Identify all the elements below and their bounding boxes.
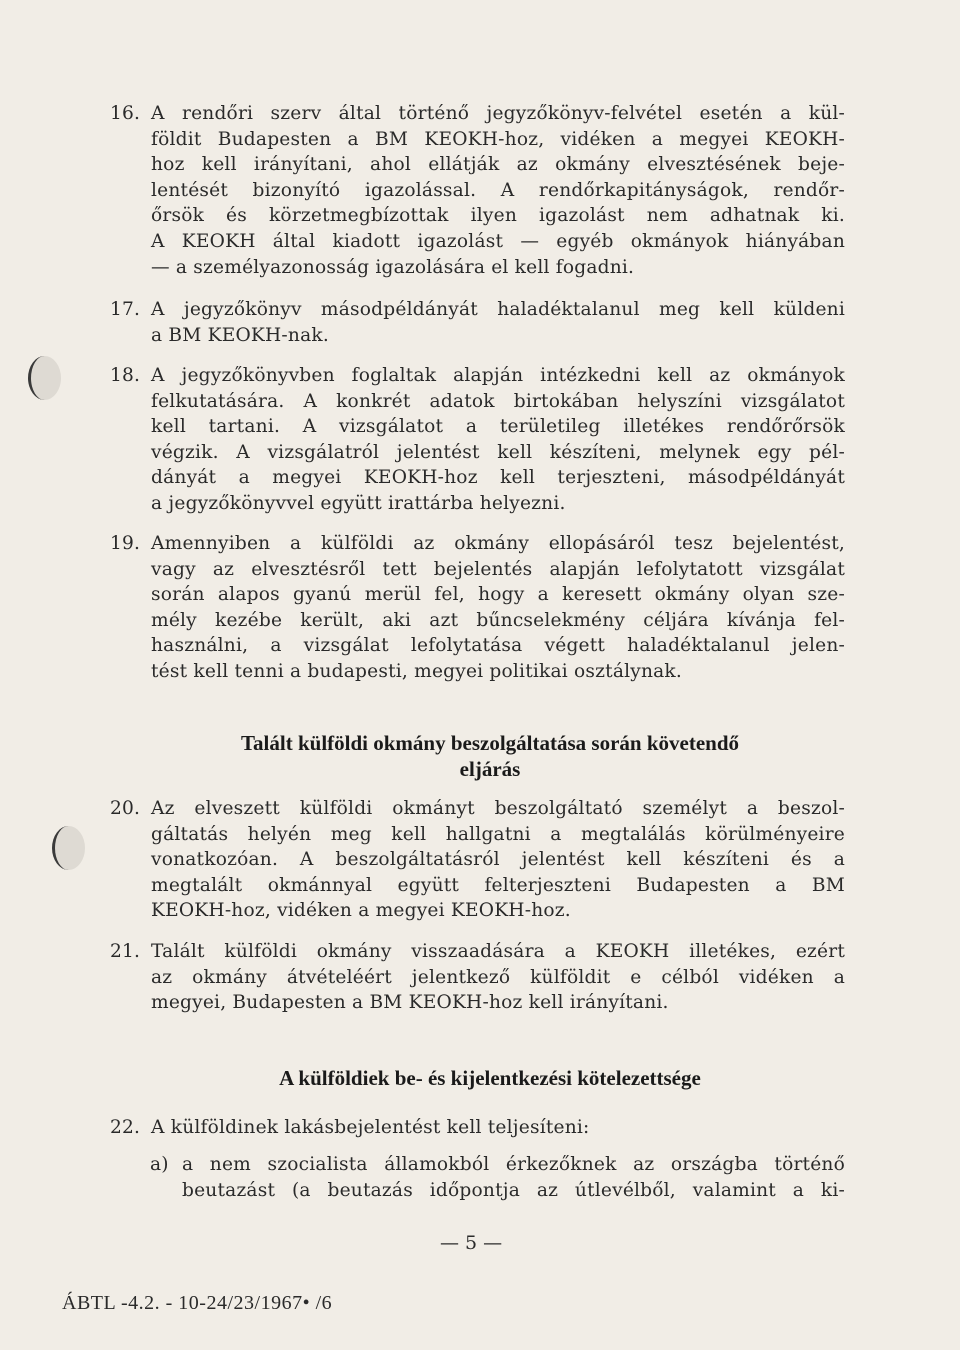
text-line: A külföldinek lakásbejelentést kell teljesíteni: (151, 1117, 590, 1138)
paragraph-number: 16. (110, 103, 141, 124)
paragraph-number: 22. (110, 1117, 141, 1138)
heading-line: Talált külföldi okmány beszolgáltatása során követendő (240, 731, 740, 755)
text-line: gáltatás helyén meg kell hallgatni a megtalálás körülményeire (151, 823, 845, 845)
text-line: Amennyiben a külföldi az okmány ellopásáról tesz bejelentést, (151, 533, 845, 554)
text-line: A KEOKH által kiadott igazolást — egyéb okmányok hiányában (151, 230, 845, 252)
paragraph-number: 20. (110, 798, 141, 819)
text-line: az okmány átvételéért jelentkező külföldit e célból vidéken a (151, 966, 845, 988)
paragraph-19 (110, 531, 845, 685)
section-heading (110, 730, 870, 782)
text-line: felkutatására. A konkrét adatok birtokában helyszíni vizsgálatot (151, 390, 845, 412)
section-heading (110, 1065, 870, 1091)
paragraph-22 (110, 1115, 845, 1141)
paragraph-number: 17. (110, 299, 141, 320)
text-line: A rendőri szerv által történő jegyzőkönyv-felvétel esetén a kül- (151, 103, 845, 124)
text-line: hoz kell irányítani, ahol ellátják az okmány elvesztésének beje- (151, 154, 845, 176)
paragraph-number: 19. (110, 533, 141, 554)
heading-line: eljárás (459, 757, 521, 781)
text-line: beutazást (a beutazás időpontja az útlevélből, valamint a ki- (182, 1179, 845, 1201)
paragraph-number: 21. (110, 941, 141, 962)
text-line: Talált külföldi okmány visszaadására a KEOKH illetékes, ezért (151, 941, 845, 962)
text-line: — a személyazonosság igazolására el kell fogadni. (151, 256, 635, 278)
archive-reference: ÁBTL -4.2. - 10-24/23/1967• /6 (62, 1292, 333, 1314)
text-line: lentését bizonyító igazolással. A rendőrkapitányságok, rendőr- (151, 179, 845, 201)
text-line: KEOKH-hoz, vidéken a megyei KEOKH-hoz. (151, 900, 571, 922)
text-line: tést kell tenni a budapesti, megyei politikai osztálynak. (151, 660, 683, 682)
text-line: megyei, Budapesten a BM KEOKH-hoz kell irányítani. (151, 992, 669, 1014)
text-line: végzik. A vizsgálatról jelentést kell készíteni, melynek egy pél- (151, 441, 845, 463)
text-line: a nem szocialista államokból érkezőknek az országba történő (182, 1154, 845, 1175)
punch-hole (52, 826, 85, 870)
text-line: során alapos gyanú merül fel, hogy a keresett okmány olyan sze- (151, 584, 845, 606)
paragraph-18 (110, 363, 845, 517)
text-line: a BM KEOKH-nak. (151, 324, 329, 346)
heading-line: A külföldiek be- és kijelentkezési kötelezettsége (279, 1066, 701, 1090)
paragraph-number: 18. (110, 365, 141, 386)
item-letter: a) (150, 1154, 169, 1175)
text-line: A jegyzőkönyvben foglaltak alapján intézkedni kell az okmányok (151, 365, 845, 386)
sub-item-a (150, 1152, 845, 1203)
paragraph-21 (110, 939, 845, 1016)
paragraph-17 (110, 297, 845, 348)
text-line: A jegyzőkönyv másodpéldányát haladéktalanul meg kell küldeni (151, 299, 845, 320)
text-line: őrsök és körzetmegbízottak ilyen igazolást nem adhatnak ki. (151, 205, 845, 227)
text-line: dányát a megyei KEOKH-hoz kell terjeszteni, másodpéldányát (151, 467, 845, 489)
text-line: kell tartani. A vizsgálatot a területileg illetékes rendőrőrsök (151, 416, 845, 438)
text-line: használni, a vizsgálat lefolytatása végett haladéktalanul jelen- (151, 635, 845, 657)
text-line: vagy az elvesztésről tett bejelentés alapján lefolytatott vizsgálat (151, 558, 845, 580)
text-line: megtalált okmánnyal együtt felterjeszteni Budapesten a BM (151, 874, 845, 896)
text-line: vonatkozóan. A beszolgáltatásról jelentést kell készíteni és a (151, 849, 845, 871)
paragraph-16 (110, 101, 845, 280)
text-line: a jegyzőkönyvvel együtt irattárba helyezni. (151, 492, 566, 514)
page-number: — 5 — (440, 1232, 503, 1254)
paragraph-20 (110, 796, 845, 924)
text-line: Az elveszett külföldi okmányt beszolgáltató személyt a beszol- (151, 798, 845, 819)
text-line: mély kezébe került, aki azt bűncselekmény céljára kívánja fel- (151, 609, 845, 631)
punch-hole (28, 356, 61, 400)
text-line: földit Budapesten a BM KEOKH-hoz, vidéken a megyei KEOKH- (151, 128, 845, 150)
